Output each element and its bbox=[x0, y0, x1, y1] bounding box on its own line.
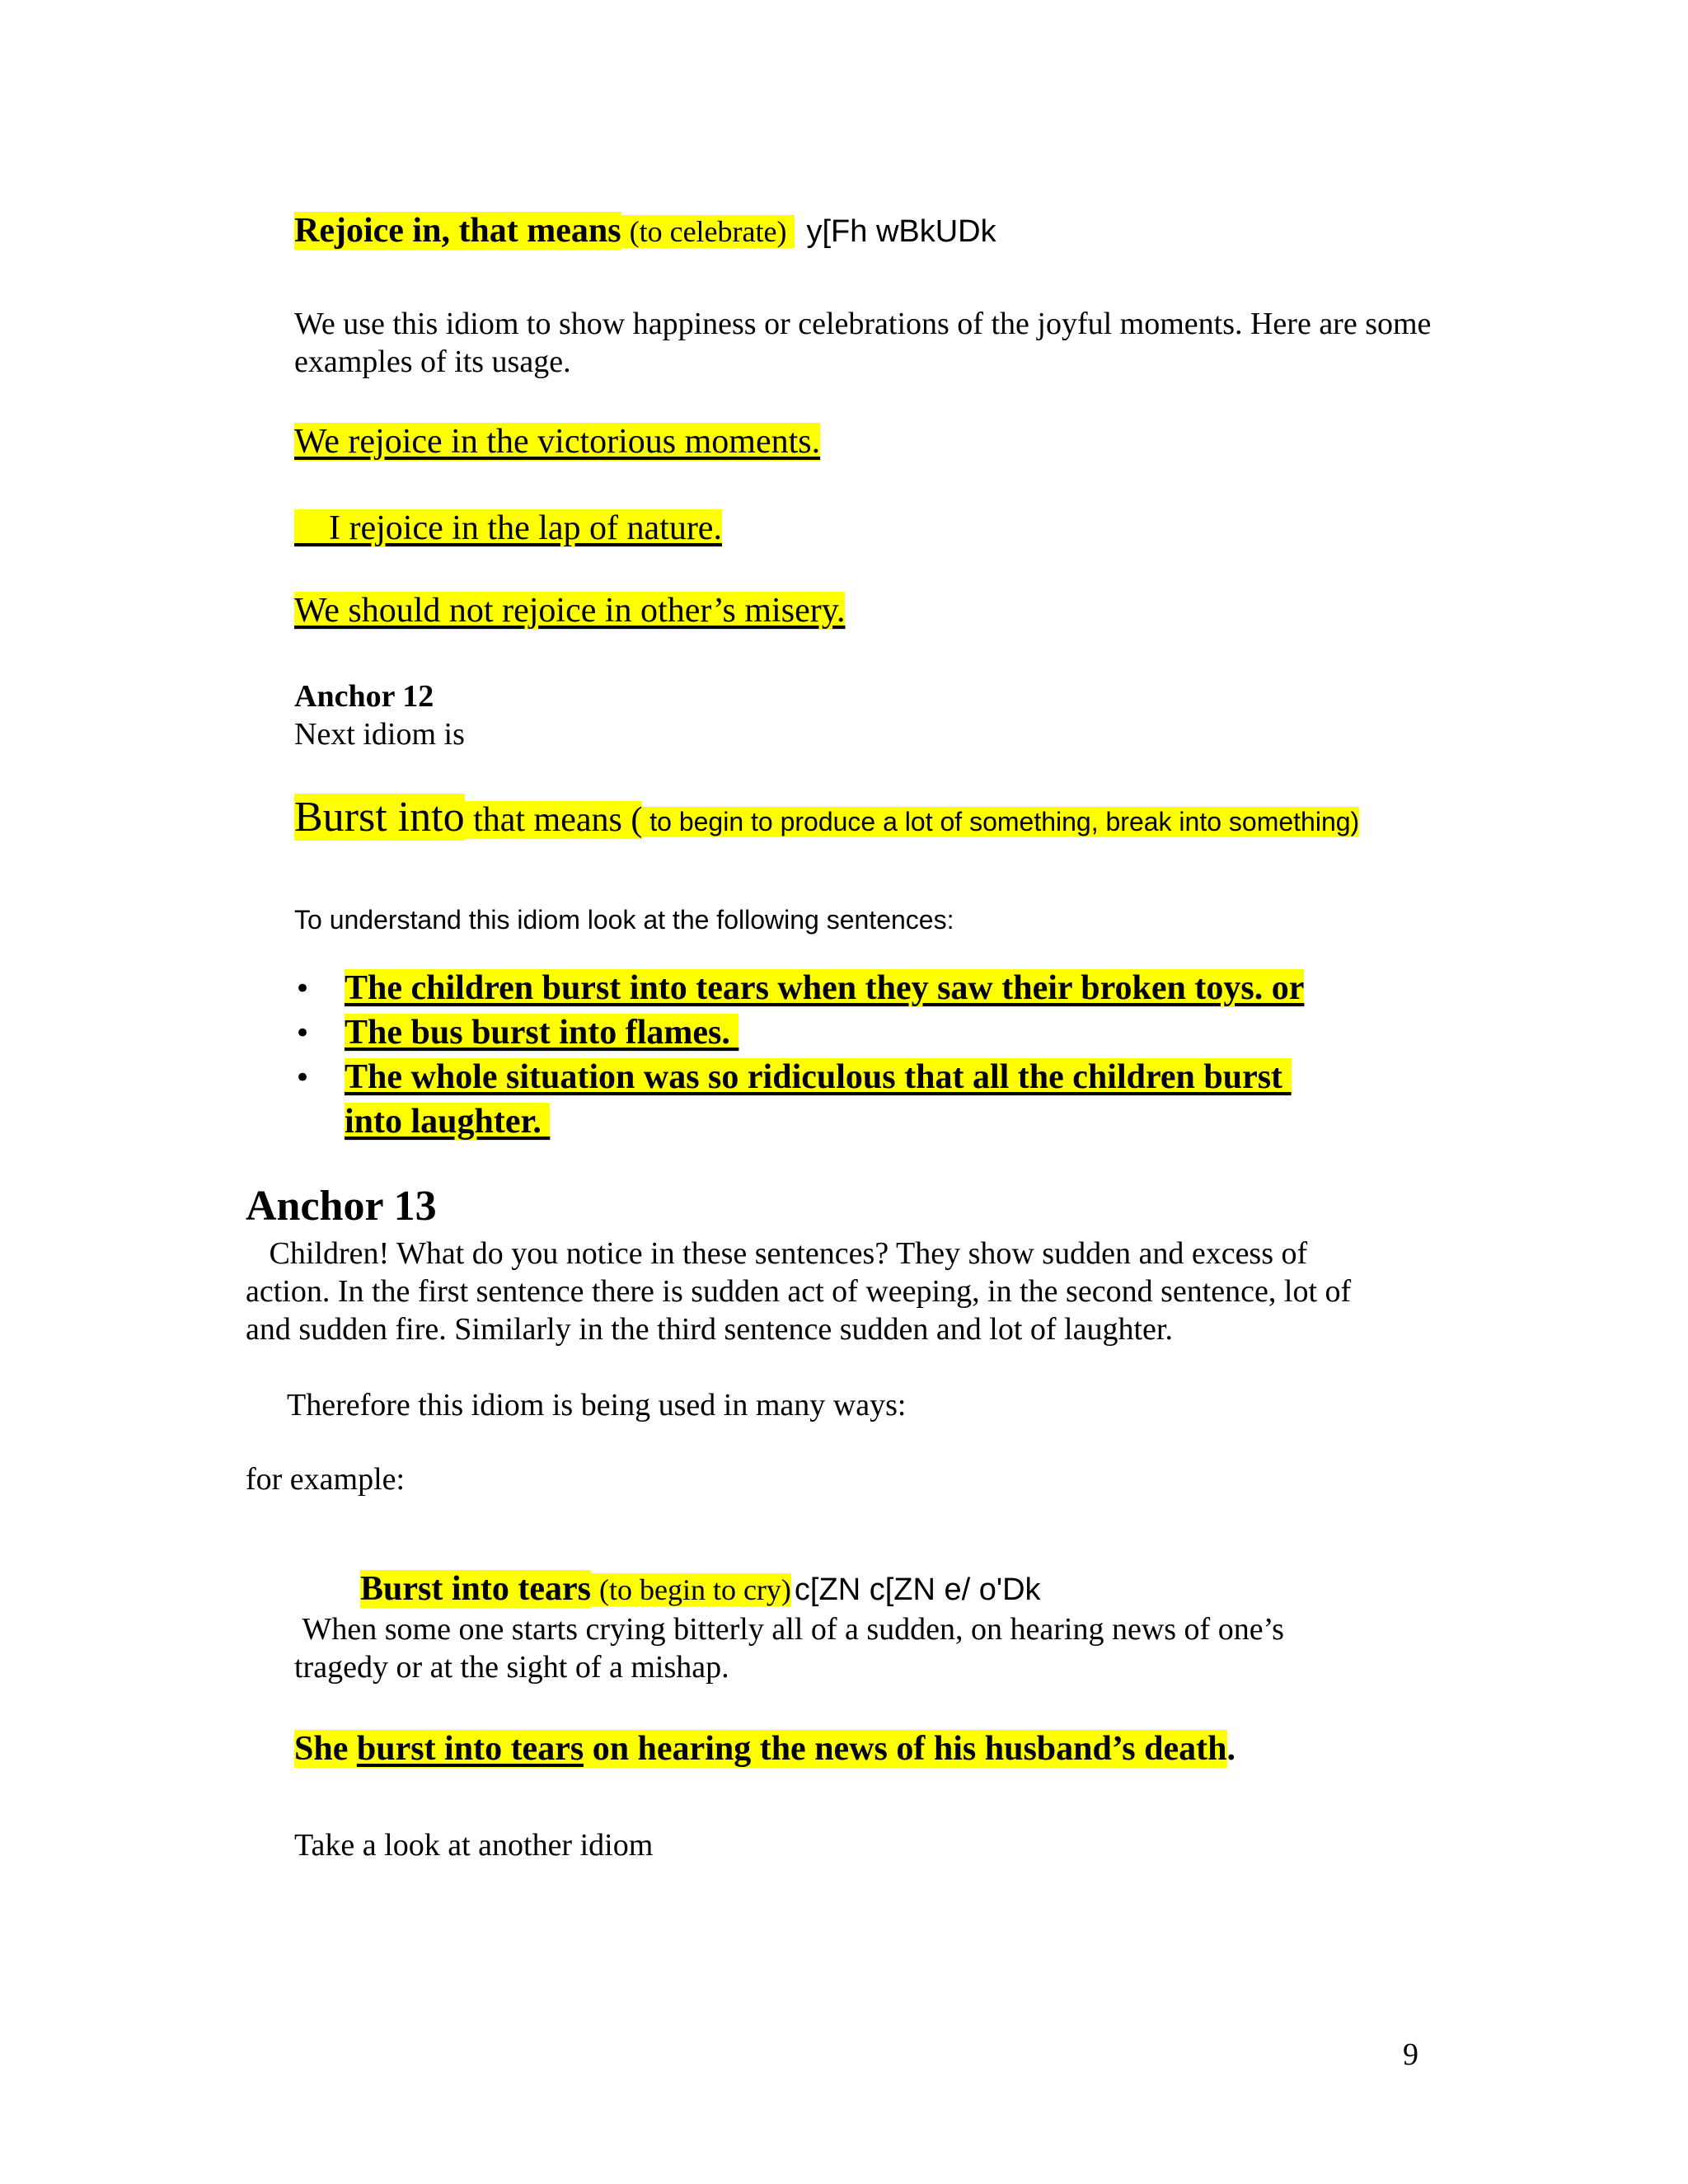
bullet-item-3: The whole situation was so ridiculous that all the children burst bbox=[345, 1058, 1292, 1096]
closing-text: Take a look at another idiom bbox=[294, 1828, 654, 1863]
anchor-13-label: Anchor 13 bbox=[246, 1183, 437, 1230]
burst-into-tears-desc: When some one starts crying bitterly all of a sudden, on hearing news of one’s tragedy or at the sight of a mishap. bbox=[294, 1612, 1292, 1685]
burst-into-means: that means ( bbox=[464, 801, 643, 839]
rejoice-example-3: We should not rejoice in other’s misery. bbox=[294, 592, 846, 630]
anchor-12-text: Next idiom is bbox=[294, 717, 465, 752]
rejoice-heading bbox=[294, 208, 996, 254]
bullet-item-1: The children burst into tears when they saw their broken toys. or bbox=[345, 969, 1305, 1007]
burst-into-term: Burst into bbox=[294, 794, 465, 841]
for-example-text: for example: bbox=[246, 1462, 406, 1497]
bullet-item-3-cont: into laughter. bbox=[345, 1103, 551, 1141]
therefore-text: Therefore this idiom is being used in many ways: bbox=[287, 1388, 907, 1422]
burst-into-tears-hindi: c[ZN c[ZN e/ o'Dk bbox=[794, 1572, 1041, 1607]
bullet-1: • bbox=[294, 972, 312, 1005]
burst-into-instruction: To understand this idiom look at the following sentences: bbox=[294, 905, 954, 935]
page-number: 9 bbox=[1403, 2037, 1418, 2072]
rejoice-paren: (to celebrate) bbox=[621, 215, 795, 248]
rejoice-example-1: We rejoice in the victorious moments. bbox=[294, 423, 821, 461]
burst-into-tears-term: Burst into tears bbox=[360, 1570, 591, 1608]
anchor-13-line-3: and sudden fire. Similarly in the third sentence sudden and lot of laughter. bbox=[246, 1312, 1173, 1347]
bullet-3: • bbox=[294, 1062, 312, 1094]
rejoice-example-2: I rejoice in the lap of nature. bbox=[294, 509, 722, 547]
bullet-2: • bbox=[294, 1017, 312, 1050]
bullet-item-2: The bus burst into flames. bbox=[345, 1014, 739, 1052]
rejoice-intro: We use this idiom to show happiness or celebrations of the joyful moments. Here are some examples of its usage. bbox=[294, 307, 1432, 379]
rejoice-hindi: y[Fh wBkUDk bbox=[806, 214, 996, 249]
burst-into-tears-paren: (to begin to cry) bbox=[591, 1573, 791, 1606]
burst-into-definition: to begin to produce a lot of something, break into something) bbox=[642, 807, 1360, 837]
burst-into-heading bbox=[294, 793, 1359, 842]
burst-into-tears-heading bbox=[360, 1566, 1041, 1612]
anchor-13-line-2: action. In the first sentence there is sudden act of weeping, in the second sentence, lot of bbox=[246, 1274, 1352, 1309]
burst-into-tears-example: She burst into tears on hearing the news of his husband’s death. bbox=[294, 1730, 1236, 1768]
rejoice-term: Rejoice in, that means bbox=[294, 212, 621, 250]
anchor-13-line-1: Children! What do you notice in these sentences? They show sudden and excess of bbox=[246, 1236, 1308, 1271]
anchor-12-label: Anchor 12 bbox=[294, 679, 434, 714]
